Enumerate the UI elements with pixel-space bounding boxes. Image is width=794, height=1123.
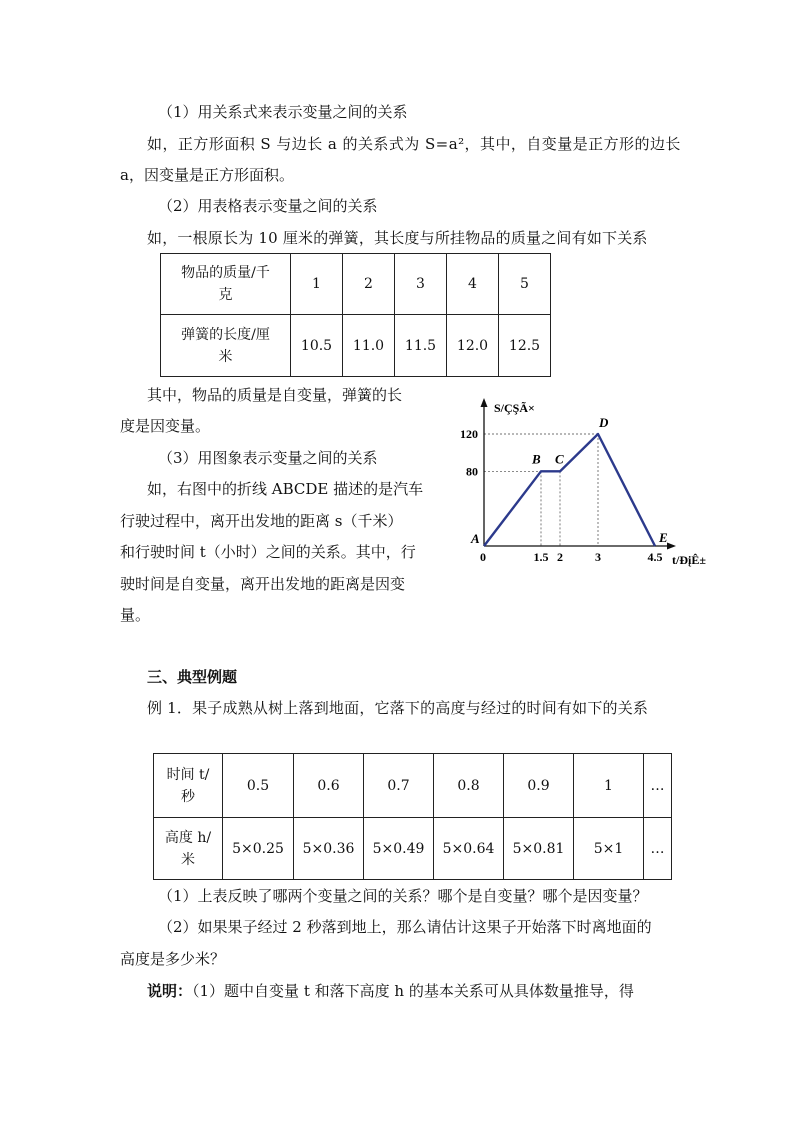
table-cell: 4 [447, 254, 499, 315]
table-cell: 11.5 [395, 315, 447, 377]
table-cell: 0.8 [434, 754, 504, 818]
table-row [161, 254, 551, 315]
table-row [154, 818, 672, 880]
question-2-cont: 高度是多少米？ [120, 950, 226, 968]
table-cell [161, 254, 291, 315]
table-cell: 10.5 [291, 315, 343, 377]
x-axis-arrow-icon [667, 543, 676, 550]
p3-text: 和行驶时间 t（小时）之间的关系。其中，行 [120, 543, 416, 561]
y-tick-label: 80 [466, 464, 478, 479]
note [147, 981, 634, 1001]
point-label: A [471, 531, 480, 546]
table-cell: 0.7 [364, 754, 434, 818]
point-label: D [599, 415, 609, 430]
table-cell: … [644, 818, 672, 880]
table-row [161, 315, 551, 377]
note-text: （1）题中自变量 t 和落下高度 h 的基本关系可从具体数量推导，得 [192, 982, 634, 1000]
point-label: C [555, 451, 564, 467]
row-label-cont: 克 [218, 287, 233, 303]
p1-text-cont: a，因变量是正方形面积。 [120, 166, 294, 184]
origin-label: 0 [480, 550, 486, 564]
after-table-text-cont: 度是因变量。 [120, 417, 211, 435]
fall-table [153, 753, 672, 880]
table-cell: 12.0 [447, 315, 499, 377]
spring-table [160, 253, 551, 377]
p3-text: 驶时间是自变量，离开出发地的距离是因变 [120, 575, 406, 593]
p3-text: 量。 [120, 606, 151, 624]
table-cell: 0.5 [223, 754, 294, 818]
table-cell: 5×0.64 [434, 818, 504, 880]
p3-heading: （3）用图象表示变量之间的关系 [158, 449, 378, 467]
point-label: B [532, 451, 541, 467]
note-label: 说明： [147, 982, 193, 1000]
row-label: 时间 t/ [166, 766, 210, 783]
table-cell: 2 [343, 254, 395, 315]
question-1: （1）上表反映了哪两个变量之间的关系？哪个是自变量？哪个是因变量？ [158, 887, 648, 905]
p2-heading: （2）用表格表示变量之间的关系 [158, 197, 378, 215]
row-label-cont: 秒 [181, 788, 195, 805]
distance-time-chart [440, 390, 740, 580]
p2-text: 如，一根原长为 10 厘米的弹簧，其长度与所挂物品的质量之间有如下关系 [147, 229, 648, 247]
table-cell: 5×0.25 [223, 818, 294, 880]
p1-text: 如，正方形面积 S 与边长 a 的关系式为 S=a²，其中，自变量是正方形的边长 [147, 135, 681, 153]
section-heading: 三、典型例题 [147, 668, 238, 686]
p1-heading: （1）用关系式来表示变量之间的关系 [158, 103, 408, 121]
question-2: （2）如果果子经过 2 秒落到地上，那么请估计这果子开始落下时离地面的 [158, 918, 652, 936]
table-cell: 0.6 [294, 754, 364, 818]
example-text: 例 1．果子成熟从树上落到地面，它落下的高度与经过的时间有如下的关系 [147, 699, 649, 717]
table-cell: 1 [291, 254, 343, 315]
table-cell: 5×1 [574, 818, 644, 880]
row-label: 高度 h/ [164, 829, 212, 846]
row-label-cont: 米 [181, 851, 195, 868]
table-cell: 12.5 [499, 315, 551, 377]
table-cell: 11.0 [343, 315, 395, 377]
row-label-cont: 米 [218, 348, 233, 365]
table-cell [154, 818, 223, 880]
x-tick-label: 1.5 [533, 550, 549, 564]
y-tick-label: 120 [460, 427, 478, 441]
table-cell: 5×0.49 [364, 818, 434, 880]
table-cell: … [644, 754, 672, 818]
table-cell: 5 [499, 254, 551, 315]
x-axis-label: t/ĐįÊ± [672, 553, 706, 567]
series-line [484, 434, 655, 546]
table-cell: 5×0.81 [504, 818, 574, 880]
table-row [154, 754, 672, 818]
y-axis-arrow-icon [481, 398, 488, 407]
y-axis-label: S/ÇŞÃ× [494, 401, 535, 415]
p3-text: 如，右图中的折线 ABCDE 描述的是汽车 [147, 480, 424, 498]
row-label: 弹簧的长度/厘 [181, 326, 270, 343]
point-label: E [659, 530, 668, 545]
x-tick-label: 2 [557, 550, 563, 564]
x-tick-label: 3 [595, 550, 601, 564]
x-tick-label: 4.5 [647, 550, 663, 564]
table-cell: 1 [574, 754, 644, 818]
table-cell: 0.9 [504, 754, 574, 818]
table-cell: 3 [395, 254, 447, 315]
after-table-text: 其中，物品的质量是自变量，弹簧的长 [147, 386, 403, 404]
row-label: 物品的质量/千 [181, 265, 270, 281]
table-cell [154, 754, 223, 818]
p3-text: 行驶过程中，离开出发地的距离 s（千米） [120, 512, 403, 530]
table-cell: 5×0.36 [294, 818, 364, 880]
table-cell [161, 315, 291, 377]
